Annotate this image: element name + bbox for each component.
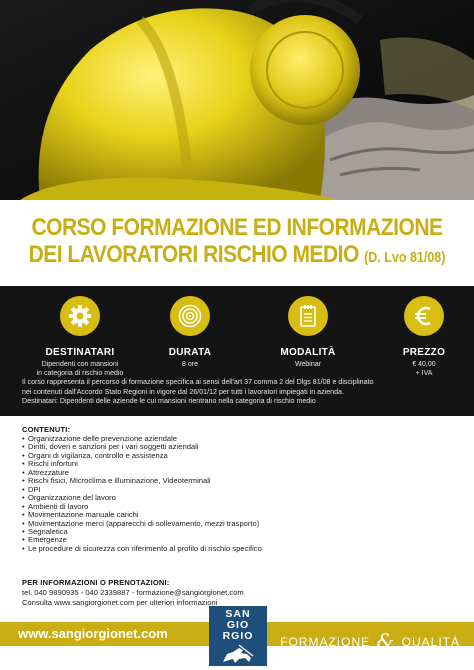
- list-item: • Segnaletica: [22, 526, 68, 536]
- feature-title: DURATA: [168, 347, 212, 358]
- list-item: • Attrezzature: [22, 467, 69, 477]
- gear-icon: [60, 296, 100, 336]
- tagline-left: FORMAZIONE: [280, 635, 371, 649]
- contact-line[interactable]: tel. 040 9890935 - 040 2339887 - formazione@sangiorgionet.com: [22, 588, 244, 597]
- target-icon: [170, 296, 210, 336]
- feature-title: MODALITÀ: [280, 347, 336, 358]
- list-item: • Organi di vigilanza, controllo e assistenza: [22, 450, 168, 460]
- title-line-2-text: DEI LAVORATORI RISCHIO MEDIO: [28, 241, 359, 268]
- feature-desc-line1: € 40,00: [412, 361, 436, 368]
- hard-hat-earmuffs-image: [0, 0, 474, 200]
- feature-desc-line2: in categoria di rischio medio: [36, 370, 124, 377]
- list-item: • Organizzazione del lavoro: [22, 493, 116, 503]
- euro-icon: [404, 296, 444, 336]
- sangiorgio-logo: [209, 606, 267, 666]
- notepad-icon: [288, 296, 328, 336]
- list-item: • Ambienti di lavoro: [22, 501, 89, 511]
- list-item: • Movimentazione manuale carichi: [22, 510, 139, 520]
- feature-title: DESTINATARI: [45, 347, 115, 358]
- list-item: • DPI: [22, 484, 41, 494]
- title-line-2: [0, 241, 474, 269]
- list-item: • Rischi infortuni: [22, 459, 78, 469]
- feature-desc-line1: 8 ore: [182, 361, 198, 368]
- feature-prezzo: [365, 296, 474, 378]
- contents-section: [22, 425, 462, 553]
- feature-title: PREZZO: [402, 347, 446, 358]
- list-item: • Diritti, doveri e sanzioni per i vari soggetti aziendali: [22, 442, 199, 452]
- logo-text-2: GIO: [226, 619, 250, 631]
- feature-desc-line1: Webinar: [295, 361, 321, 368]
- website-line[interactable]: Consulta www.sangiorgionet.com per ulteriori informazioni: [22, 597, 218, 607]
- feature-modalita: [249, 296, 367, 369]
- tagline-right: QUALITÀ: [401, 635, 460, 649]
- hero-photo: [0, 0, 474, 200]
- logo-text-3: RGIO: [222, 630, 254, 642]
- course-title: [0, 200, 474, 286]
- tagline: [280, 627, 460, 651]
- horse-rider-icon: [209, 642, 267, 666]
- course-description: [22, 378, 462, 407]
- list-item: • Rischi fisici, Microclima e illuminazione, Videoterminali: [22, 476, 211, 486]
- website-link[interactable]: www.sangiorgionet.com: [18, 626, 168, 641]
- feature-desc-line1: Dipendenti con mansioni: [41, 361, 119, 368]
- feature-destinatari: [21, 296, 139, 378]
- list-item: • Le procedure di sicurezza con riferimento al profilo di rischio specifico: [22, 543, 262, 553]
- feature-desc-line2: + IVA: [415, 370, 433, 377]
- info-band: [0, 286, 474, 416]
- logo-text-1: SAN: [225, 608, 251, 620]
- title-line-1: CORSO FORMAZIONE ED INFORMAZIONE: [31, 214, 443, 241]
- list-item: • Organizzazione delle prevenzione aziendale: [22, 434, 178, 443]
- feature-durata: [131, 296, 249, 369]
- list-item: • Emergenze: [22, 535, 67, 545]
- description-line-2: nei contenuti dall'Accordo Stato Regioni in vigore dal 26/01/12 per tutti i lavoratori impiegati in azienda.: [22, 387, 344, 396]
- list-item: • Movimentazione merci (apparecchi di sollevamento, mezzi trasporto): [22, 518, 260, 528]
- booking-info: [22, 578, 462, 607]
- contents-list: [22, 435, 462, 553]
- booking-heading: PER INFORMAZIONI O PRENOTAZIONI:: [22, 578, 170, 587]
- description-line-1: Il corso rappresenta il percorso di formazione specifica ai sensi dell'art 37 comma 2 del Dlgs 81/08 e disciplinato: [22, 378, 374, 386]
- contents-heading: CONTENUTI:: [22, 425, 71, 434]
- description-line-3: Destinatari: Dipendenti delle aziende le cui mansioni rientrano nella categoria di rischio medio: [22, 397, 316, 405]
- title-law-reference: (D. Lvo 81/08): [364, 249, 446, 266]
- tagline-ampersand: &: [376, 629, 396, 653]
